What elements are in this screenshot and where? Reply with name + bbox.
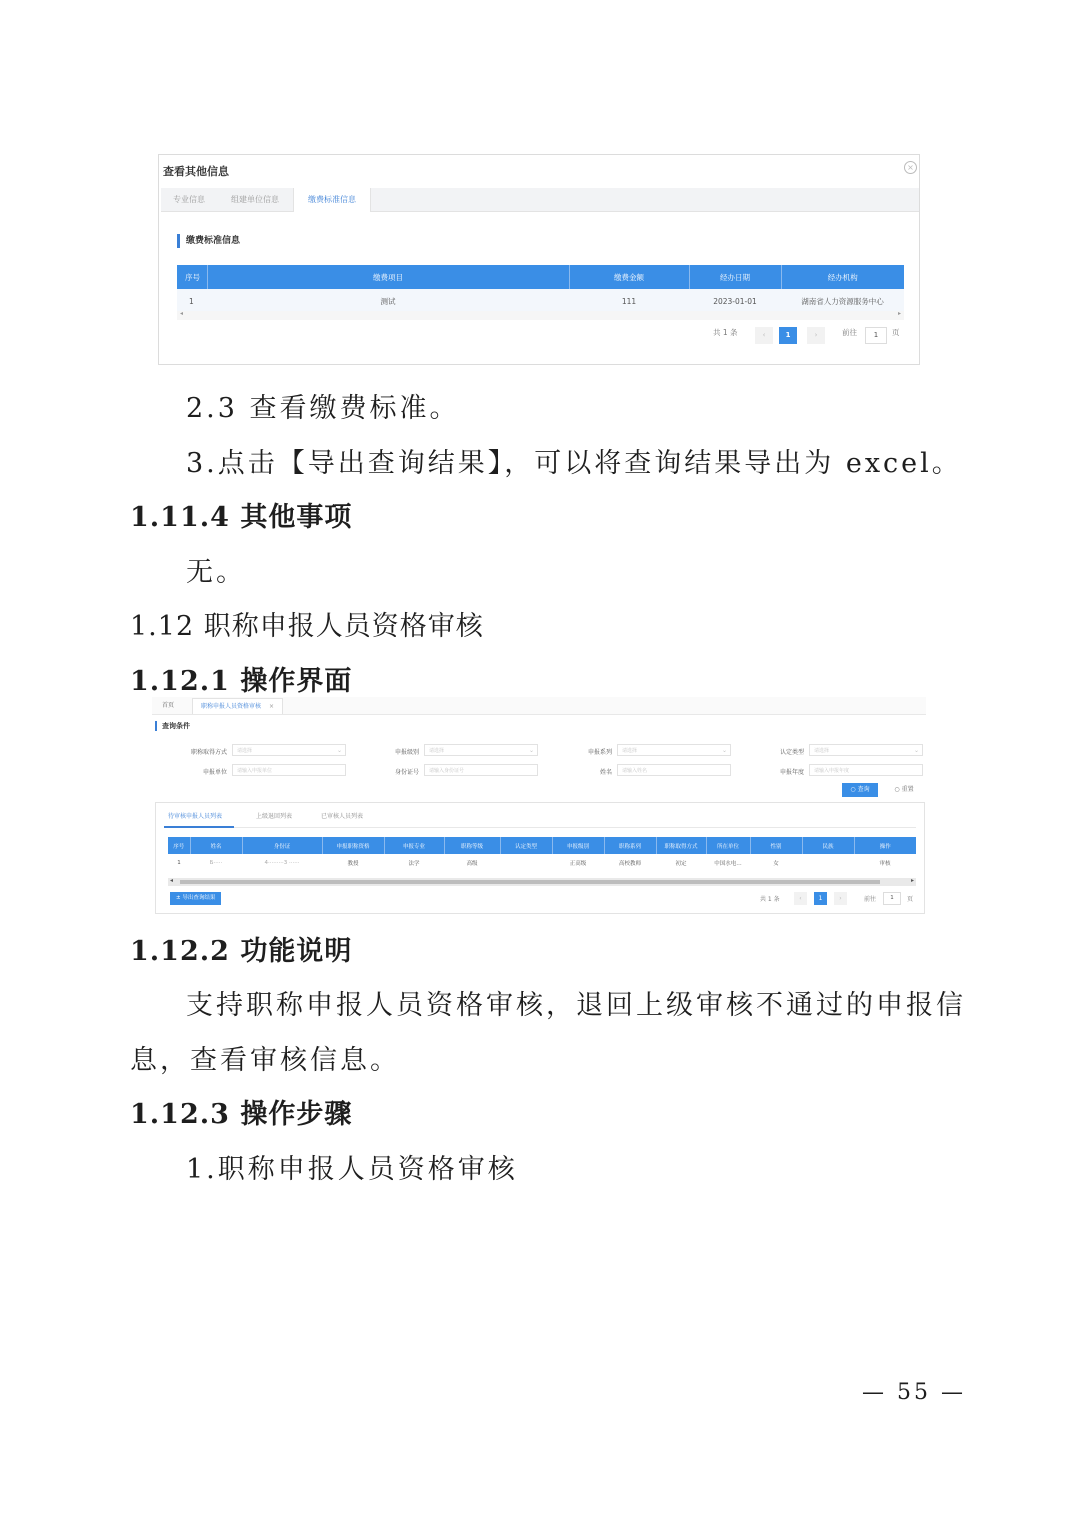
page-1-button[interactable]: 1	[814, 892, 827, 905]
heading-1-12-3: 1.12.3 操作步骤	[130, 1099, 353, 1130]
scroll-left-icon[interactable]: ◂	[180, 310, 184, 317]
page-unit: 页	[892, 328, 900, 337]
scroll-right-icon[interactable]: ▸	[897, 310, 901, 317]
label-cert-type: 认定类型	[779, 749, 804, 756]
level-select[interactable]	[424, 744, 538, 756]
col-unit: 所在单位	[706, 837, 750, 854]
col-fee-amount: 缴费金额	[569, 265, 689, 289]
chevron-down-icon: ⌄	[913, 747, 919, 754]
dialog-tabs	[161, 188, 919, 212]
col-series: 职称系列	[604, 837, 656, 854]
col-index: 序号	[168, 837, 190, 854]
col-fee-item: 缴费项目	[207, 265, 569, 289]
section-title: 缴费标准信息	[177, 234, 240, 248]
tab-bar	[152, 697, 926, 715]
goto-label: 前往	[842, 328, 857, 337]
cell	[802, 854, 854, 871]
paragraph-function-line1: 支持职称申报人员资格审核，退回上级审核不通过的申报信	[186, 990, 966, 1021]
col-title-qualification: 申报职称资格	[322, 837, 384, 854]
title-method-select[interactable]	[232, 744, 346, 756]
chevron-down-icon: ⌄	[721, 747, 727, 754]
col-gender: 性别	[750, 837, 802, 854]
paragraph-step-1: 1.职称申报人员资格审核	[186, 1154, 518, 1185]
export-results-button[interactable]: ± 导出查询结果	[170, 892, 221, 905]
paragraph-view-fee: 2.3 查看缴费标准。	[186, 393, 460, 424]
tab-reviewed[interactable]: 已审核人员列表	[321, 813, 364, 820]
col-major: 申报专业	[384, 837, 444, 854]
title-method-placeholder: 请选择	[237, 748, 253, 754]
cell: 高级	[466, 860, 478, 867]
cell: 中国水电…	[714, 860, 742, 867]
name-input[interactable]: 请输入姓名	[617, 764, 731, 776]
label-title-method: 职称取得方式	[190, 749, 227, 756]
col-level: 申报级别	[552, 837, 604, 854]
table-row	[177, 289, 904, 313]
cell: 4·········3 ······	[264, 859, 300, 866]
qualification-review-screen	[152, 697, 926, 914]
prev-page-button[interactable]: ‹	[794, 892, 807, 905]
cell: 初定	[675, 860, 687, 867]
fee-table	[177, 265, 904, 313]
chevron-down-icon: ⌄	[336, 747, 342, 754]
search-button[interactable]: ○ 查询	[842, 783, 878, 797]
tab-divider	[164, 827, 916, 828]
close-icon[interactable]: ×	[904, 161, 917, 174]
page-unit: 页	[907, 896, 914, 903]
review-link[interactable]: 审核	[879, 860, 891, 867]
goto-page-input[interactable]: 1	[883, 892, 901, 905]
horizontal-scrollbar[interactable]	[177, 311, 904, 320]
tab-returned[interactable]: 上级退回列表	[256, 813, 293, 820]
heading-1-11-4: 1.11.4 其他事项	[130, 502, 353, 533]
cell: 1	[177, 289, 207, 313]
heading-1-12-1: 1.12.1 操作界面	[130, 666, 353, 697]
active-tab-indicator	[164, 826, 234, 828]
cell: 法学	[408, 860, 420, 867]
label-name: 姓名	[599, 769, 612, 776]
cell: 湖南省人力资源服务中心	[781, 289, 904, 313]
prev-page-button[interactable]: ‹	[755, 327, 773, 344]
label-year: 申报年度	[779, 769, 804, 776]
col-id-card: 身份证	[242, 837, 322, 854]
col-name: 姓名	[190, 837, 242, 854]
heading-1-12-2: 1.12.2 功能说明	[130, 936, 353, 967]
reset-button[interactable]: ○ 重置	[894, 786, 914, 793]
review-tab[interactable]	[192, 698, 283, 714]
pager-total: 共 1 条	[713, 328, 738, 337]
goto-label: 前往	[864, 896, 877, 903]
paragraph-none: 无。	[186, 557, 246, 588]
tab-professional-info[interactable]: 专业信息	[173, 195, 205, 204]
scrollbar-thumb[interactable]	[180, 880, 880, 884]
col-agency: 经办机构	[781, 265, 904, 289]
heading-1-12: 1.12 职称申报人员资格审核	[130, 611, 484, 642]
cell: 1	[177, 859, 181, 866]
cell: 2023-01-01	[689, 289, 781, 313]
page-number: — 55 —	[862, 1380, 966, 1405]
result-panel	[155, 802, 925, 914]
dialog-title: 查看其他信息	[163, 165, 229, 178]
tab-pending-review[interactable]: 待审核申报人员列表	[168, 813, 223, 820]
col-action: 操作	[854, 837, 916, 854]
scroll-right-icon[interactable]: ▸	[910, 877, 914, 884]
close-tab-icon[interactable]: ×	[268, 703, 274, 710]
col-index: 序号	[177, 265, 207, 289]
label-unit: 申报单位	[202, 769, 227, 776]
paragraph-export: 3.点击【导出查询结果】，可以将查询结果导出为 excel。	[186, 448, 962, 479]
page-1-button[interactable]: 1	[779, 327, 797, 344]
paragraph-function-line2: 息，查看审核信息。	[130, 1045, 400, 1076]
query-title: 查询条件	[155, 721, 190, 731]
cell: 教授	[347, 860, 359, 867]
scroll-left-icon[interactable]: ◂	[170, 877, 174, 884]
cell: 正高级	[569, 860, 587, 867]
level-placeholder: 请选择	[429, 748, 445, 754]
home-tab[interactable]: 首页	[162, 702, 175, 709]
cell: 111	[569, 289, 689, 313]
col-cert-type: 认定类型	[500, 837, 552, 854]
label-series: 申报系列	[587, 749, 612, 756]
cert-type-select[interactable]	[809, 744, 923, 756]
unit-input[interactable]: 请输入申报单位	[232, 764, 346, 776]
series-placeholder: 请选择	[622, 748, 638, 754]
col-ethnicity: 民族	[802, 837, 854, 854]
table-row	[168, 854, 916, 871]
next-page-button[interactable]: ›	[834, 892, 847, 905]
pager-total: 共 1 条	[760, 896, 780, 903]
horizontal-scrollbar[interactable]	[168, 878, 916, 886]
year-input[interactable]: 请输入申报年度	[809, 764, 923, 776]
cell	[500, 854, 552, 871]
col-date: 经办日期	[689, 265, 781, 289]
cell: 高校教师	[618, 860, 641, 867]
id-number-input[interactable]: 请输入身份证号	[424, 764, 538, 776]
label-id-number: 身份证号	[394, 769, 419, 776]
review-tab-label: 职称申报人员资格审核	[201, 703, 262, 710]
col-title-grade: 职称等级	[444, 837, 500, 854]
other-info-dialog	[158, 154, 920, 365]
cert-type-placeholder: 请选择	[814, 748, 830, 754]
tab-org-unit-info[interactable]: 组建单位信息	[231, 195, 279, 204]
cell: 测试	[207, 289, 569, 313]
series-select[interactable]	[617, 744, 731, 756]
cell: 女	[773, 860, 779, 867]
applicant-table	[168, 837, 916, 871]
label-level: 申报级别	[394, 749, 419, 756]
chevron-down-icon: ⌄	[528, 747, 534, 754]
col-method: 职称取得方式	[656, 837, 706, 854]
cell: Б·····	[209, 859, 223, 866]
table-header	[177, 265, 904, 289]
table-header	[168, 837, 916, 854]
next-page-button[interactable]: ›	[807, 327, 825, 344]
goto-page-input[interactable]: 1	[865, 327, 887, 344]
tab-fee-standard-info[interactable]: 缴费标准信息	[293, 188, 371, 212]
